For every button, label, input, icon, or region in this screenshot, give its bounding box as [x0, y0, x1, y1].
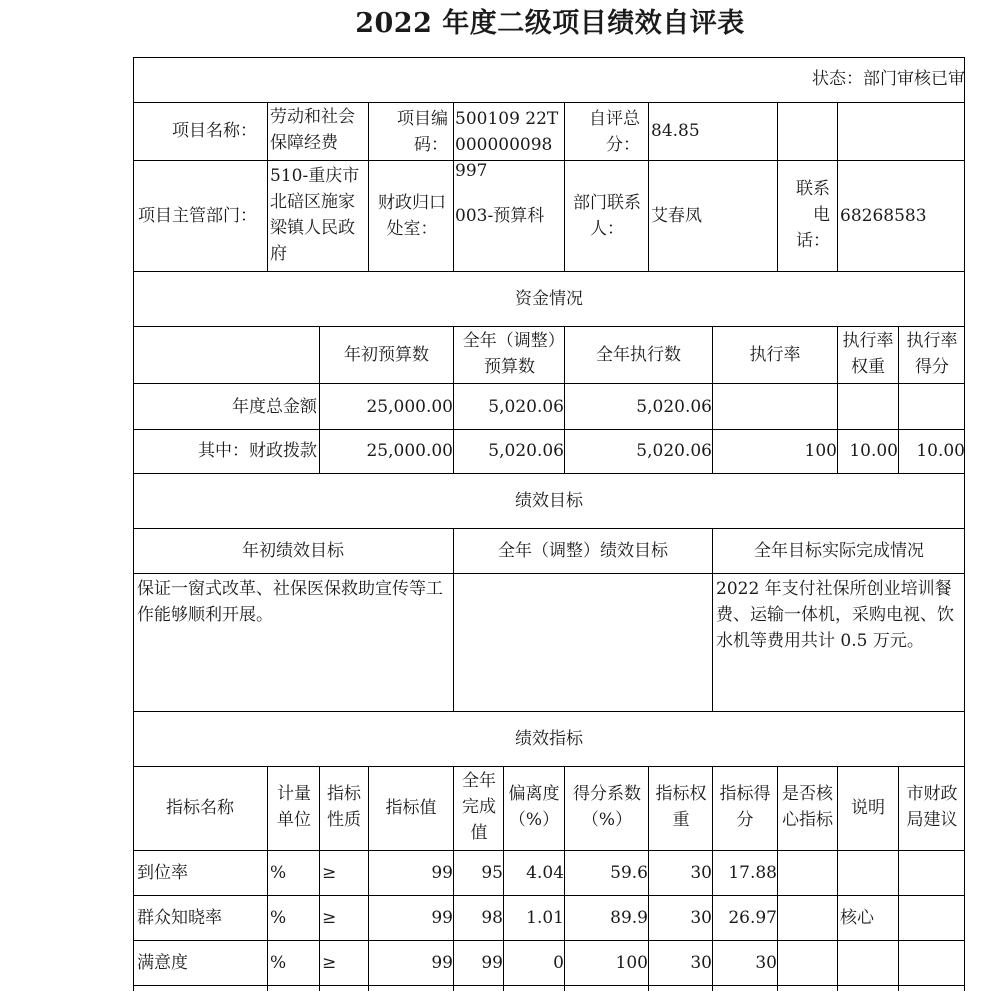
- goals-initial-text: 保证一窗式改革、社保医保救助宣传等工作能够顺利开展。: [137, 579, 443, 625]
- ind-cell-nature: ≥: [322, 908, 337, 928]
- ind-cell-unit: %: [270, 908, 287, 928]
- table-rule: [133, 766, 965, 767]
- page-title: 2022 年度二级项目绩效自评表: [355, 8, 745, 39]
- table-rule: [133, 473, 965, 474]
- table-rule: [564, 102, 565, 271]
- finance-value: 003-预算科: [455, 206, 545, 226]
- table-rule: [133, 573, 965, 574]
- goals-actual-text: 2022 年支付社保所创业培训餐费、运输一体机，采购电视、饮水机等费用共计 0.5 万元。: [716, 579, 954, 651]
- project-code-label: 项目编码：: [397, 109, 448, 155]
- table-rule: [133, 102, 965, 103]
- goals-header-initial: 年初绩效目标: [242, 541, 344, 561]
- ind-cell-nature: ≥: [322, 863, 337, 883]
- ind-cell-nature: ≥: [322, 953, 337, 973]
- funds-header-initial: 年初预算数: [344, 345, 429, 365]
- ind-header-core: 是否核心指标: [782, 784, 833, 830]
- ind-cell-actual: 99: [481, 953, 503, 973]
- funds-section-title: 资金情况: [515, 289, 583, 309]
- score-label: 自评总分：: [589, 109, 640, 155]
- ind-header-coef: 得分系数（%）: [573, 784, 641, 830]
- ind-header-unit: 计量单位: [277, 784, 311, 830]
- table-rule: [133, 528, 965, 529]
- funds-cell: 100: [804, 441, 837, 461]
- ind-cell-unit: %: [270, 863, 287, 883]
- goals-section-title: 绩效目标: [515, 491, 583, 511]
- ind-header-deviation: 偏离度（%）: [508, 784, 560, 830]
- funds-cell: 5,020.06: [488, 441, 564, 461]
- ind-header-actual: 全年完成值: [462, 771, 496, 843]
- ind-header-note: 说明: [851, 798, 885, 818]
- funds-cell: 5,020.06: [488, 397, 564, 417]
- table-rule: [319, 766, 320, 991]
- ind-cell-weight: 30: [690, 908, 712, 928]
- table-rule: [133, 383, 965, 384]
- ind-cell-weight: 30: [690, 953, 712, 973]
- table-rule: [133, 326, 965, 327]
- ind-cell-score: 30: [755, 953, 777, 973]
- table-rule: [777, 102, 778, 271]
- ind-cell-unit: %: [270, 953, 287, 973]
- table-rule: [648, 102, 649, 271]
- funds-cell: 5,020.06: [636, 397, 712, 417]
- table-rule: [133, 985, 965, 986]
- table-rule: [133, 711, 965, 712]
- ind-header-nature: 指标性质: [327, 784, 361, 830]
- phone-value: 68268583: [840, 206, 927, 226]
- funds-cell: 25,000.00: [366, 441, 453, 461]
- project-name-value: 劳动和社会保障经费: [270, 107, 355, 153]
- ind-cell-coef: 59.6: [610, 863, 648, 883]
- ind-cell-target: 99: [431, 953, 453, 973]
- phone-label: 联系电话：: [796, 179, 830, 251]
- funds-row-label: 其中：财政拨款: [198, 441, 317, 461]
- finance-label: 财政归口处室：: [378, 193, 446, 239]
- funds-header-score: 执行率得分: [906, 331, 958, 377]
- dept-label: 项目主管部门：: [138, 206, 257, 226]
- ind-cell-actual: 95: [481, 863, 503, 883]
- funds-header-adjusted: 全年（调整）预算数: [462, 331, 557, 377]
- ind-header-score: 指标得分: [719, 784, 771, 830]
- table-rule: [133, 850, 965, 851]
- ind-header-target: 指标值: [385, 798, 437, 818]
- ind-cell-target: 99: [431, 863, 453, 883]
- goals-header-actual: 全年目标实际完成情况: [754, 541, 924, 561]
- table-rule: [453, 102, 454, 271]
- ind-cell-deviation: 0: [553, 953, 564, 973]
- contact-value: 艾春凤: [651, 206, 702, 226]
- table-rule: [133, 429, 965, 430]
- ind-cell-deviation: 1.01: [526, 908, 564, 928]
- funds-cell: 25,000.00: [366, 397, 453, 417]
- table-rule: [368, 102, 369, 271]
- project-code-value: 500109 22T000000098997: [455, 109, 559, 181]
- funds-header-executed: 全年执行数: [596, 345, 681, 365]
- ind-cell-score: 17.88: [728, 863, 777, 883]
- funds-cell: 5,020.06: [636, 441, 712, 461]
- ind-cell-name: 到位率: [137, 863, 188, 883]
- ind-cell-deviation: 4.04: [526, 863, 564, 883]
- funds-cell: 10.00: [916, 441, 965, 461]
- ind-cell-actual: 98: [481, 908, 503, 928]
- project-name-label: 项目名称：: [172, 121, 257, 141]
- table-rule: [133, 271, 965, 272]
- score-value: 84.85: [651, 121, 700, 141]
- funds-cell: 10.00: [849, 441, 898, 461]
- table-rule: [898, 766, 899, 991]
- table-rule: [837, 102, 838, 271]
- ind-cell-name: 满意度: [137, 953, 188, 973]
- goals-header-adjusted: 全年（调整）绩效目标: [498, 541, 668, 561]
- ind-cell-target: 99: [431, 908, 453, 928]
- ind-header-advice: 市财政局建议: [906, 784, 958, 830]
- funds-header-weight: 执行率权重: [842, 331, 894, 377]
- ind-header-name: 指标名称: [166, 798, 234, 818]
- ind-cell-coef: 100: [615, 953, 648, 973]
- table-rule: [133, 940, 965, 941]
- table-rule: [133, 895, 965, 896]
- ind-cell-score: 26.97: [728, 908, 777, 928]
- status-text: 状态：部门审核已审: [812, 69, 965, 89]
- ind-cell-weight: 30: [690, 863, 712, 883]
- indicators-section-title: 绩效指标: [515, 729, 583, 749]
- ind-cell-coef: 89.9: [610, 908, 648, 928]
- table-rule: [267, 102, 268, 271]
- funds-header-rate: 执行率: [749, 345, 801, 365]
- ind-cell-name: 群众知晓率: [137, 908, 222, 928]
- dept-value: 510-重庆市北碚区施家梁镇人民政府: [270, 166, 360, 264]
- ind-cell-note: 核心: [840, 908, 874, 928]
- ind-header-weight: 指标权重: [655, 784, 707, 830]
- funds-row-label: 年度总金额: [232, 397, 317, 417]
- table-rule: [777, 766, 778, 991]
- contact-label: 部门联系人：: [573, 193, 641, 239]
- table-rule: [267, 766, 268, 991]
